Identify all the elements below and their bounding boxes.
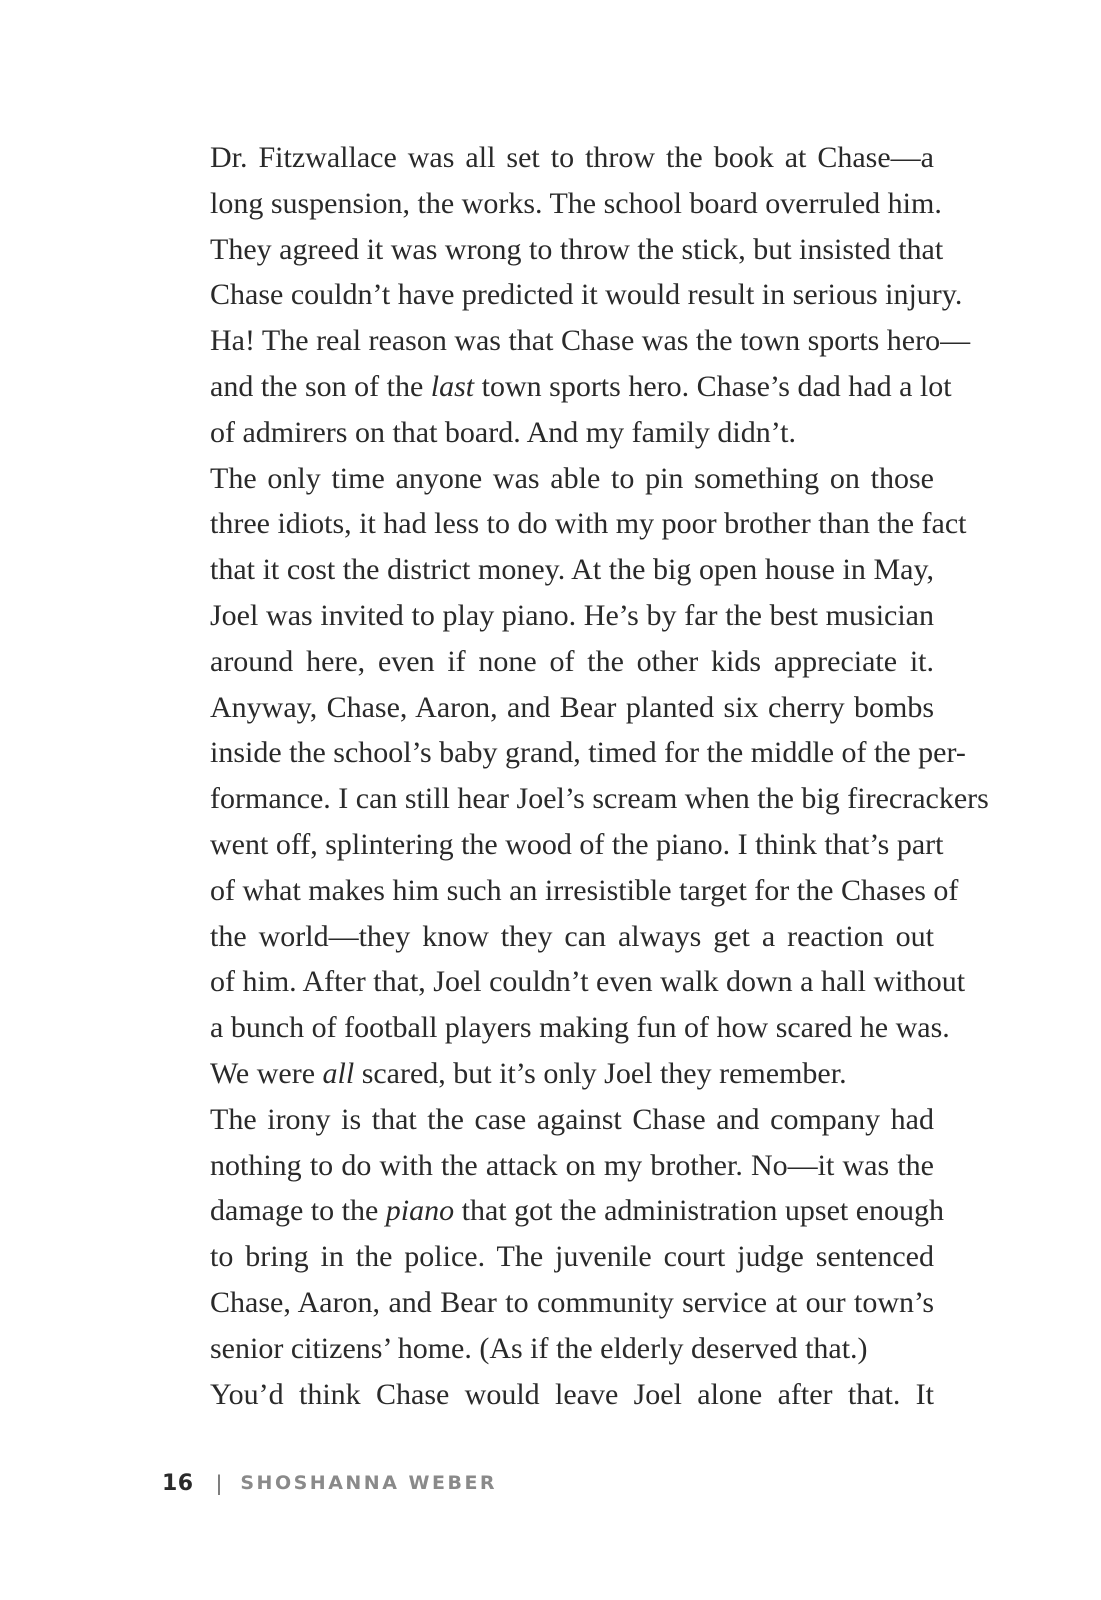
text-line: senior citizens’ home. (As if the elderly deserved that.) bbox=[210, 1331, 868, 1365]
text-segment: that got the administration upset enough bbox=[454, 1194, 945, 1228]
page-footer bbox=[162, 1468, 497, 1498]
text-line: nothing to do with the attack on my brother. No—it was the bbox=[210, 1148, 934, 1182]
text-line: went off, splintering the wood of the piano. I think that’s part bbox=[210, 827, 944, 861]
paragraph bbox=[162, 135, 971, 456]
text-line: three idiots, it had less to do with my poor brother than the fact bbox=[210, 507, 967, 541]
italic-word: piano bbox=[385, 1194, 455, 1228]
text-line: inside the school’s baby grand, timed for the middle of the per- bbox=[210, 736, 966, 770]
text-line: a bunch of football players making fun of how scared he was. bbox=[210, 1011, 950, 1045]
page-number: 16 bbox=[162, 1470, 194, 1496]
text-line bbox=[162, 1188, 945, 1234]
text-line: The only time anyone was able to pin something on those bbox=[210, 461, 934, 495]
text-line: The irony is that the case against Chase and company had bbox=[210, 1102, 934, 1136]
text-line: of him. After that, Joel couldn’t even walk down a hall without bbox=[210, 965, 966, 999]
paragraph bbox=[162, 456, 989, 1097]
text-segment: damage to the bbox=[210, 1194, 386, 1228]
text-line: Anyway, Chase, Aaron, and Bear planted six cherry bombs bbox=[210, 690, 934, 724]
paragraph bbox=[162, 1097, 945, 1372]
text-segment: We were bbox=[210, 1056, 323, 1090]
text-line: around here, even if none of the other kids appreciate it. bbox=[210, 644, 934, 678]
text-line: You’d think Chase would leave Joel alone after that. It bbox=[210, 1377, 934, 1411]
text-line: that it cost the district money. At the big open house in May, bbox=[210, 553, 934, 587]
text-line: to bring in the police. The juvenile court judge sentenced bbox=[210, 1240, 934, 1274]
text-line: Chase couldn’t have predicted it would result in serious injury. bbox=[210, 278, 963, 312]
text-line: formance. I can still hear Joel’s scream when the big firecrackers bbox=[210, 782, 989, 816]
text-segment: and the son of the bbox=[210, 369, 431, 403]
text-line: They agreed it was wrong to throw the stick, but insisted that bbox=[210, 232, 944, 266]
text-line: long suspension, the works. The school board overruled him. bbox=[210, 186, 942, 220]
author-name: SHOSHANNA WEBER bbox=[240, 1472, 498, 1494]
body-text bbox=[162, 135, 989, 1417]
text-line bbox=[162, 364, 952, 410]
text-line: the world—they know they can always get a reaction out bbox=[210, 919, 934, 953]
text-line: Ha! The real reason was that Chase was the town sports hero— bbox=[210, 324, 971, 358]
text-segment: town sports hero. Chase’s dad had a lot bbox=[474, 369, 952, 403]
text-line: of what makes him such an irresistible target for the Chases of bbox=[210, 873, 959, 907]
paragraph bbox=[162, 1372, 934, 1418]
text-line: Chase, Aaron, and Bear to community service at our town’s bbox=[210, 1285, 934, 1319]
text-line: Joel was invited to play piano. He’s by far the best musician bbox=[210, 598, 934, 632]
text-line bbox=[162, 1051, 934, 1097]
italic-word: last bbox=[430, 369, 475, 403]
text-line: of admirers on that board. And my family didn’t. bbox=[210, 415, 797, 449]
text-segment: scared, but it’s only Joel they remember. bbox=[354, 1056, 847, 1090]
footer-separator: | bbox=[215, 1471, 223, 1495]
italic-word: all bbox=[322, 1056, 355, 1090]
text-line: Dr. Fitzwallace was all set to throw the book at Chase—a bbox=[210, 141, 934, 174]
